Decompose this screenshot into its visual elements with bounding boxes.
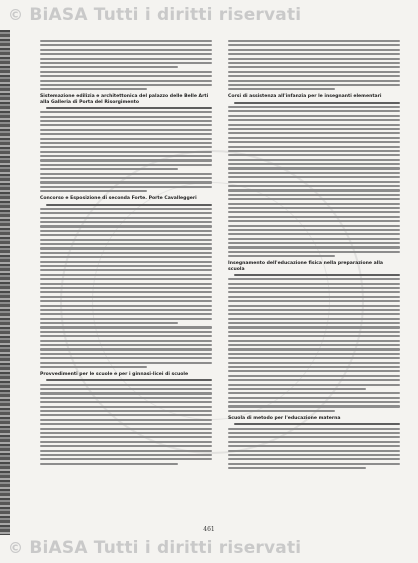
left-column <box>40 40 212 467</box>
section-heading: Sistemazione edilizia e architettonica del palazzo delle Belle Arti alla Galleria di Porta del Risorgimento <box>40 94 209 105</box>
watermark-top <box>8 5 418 25</box>
page-number: 461 <box>203 526 215 533</box>
watermark-copyright-symbol: © <box>8 6 24 24</box>
section-heading: Corsi di assistenza all'infanzia per le insegnanti elementari <box>228 94 382 100</box>
watermark-text: BiASA Tutti i diritti riservati <box>29 538 302 558</box>
watermark-bottom <box>8 538 418 558</box>
section-heading: Scuola di metodo per l'educazione materna <box>228 415 341 421</box>
section-heading: Provvedimenti per le scuole e per i ginnasi-licei di scuole <box>40 372 189 378</box>
right-column <box>228 40 400 471</box>
scan-binding-edge <box>0 30 10 535</box>
section-heading: Concorso e Esposizione di seconda Forte. Porte Cavalleggeri <box>40 196 197 202</box>
watermark-copyright-symbol: © <box>8 539 24 557</box>
section-heading: Insegnamento dell'educazione fisica nella preparazione alla scuola <box>228 261 383 272</box>
watermark-text: BiASA Tutti i diritti riservati <box>29 5 302 25</box>
